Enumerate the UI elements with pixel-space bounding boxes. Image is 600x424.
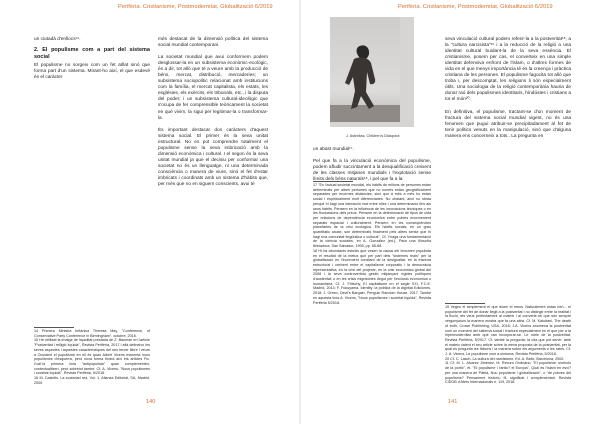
paragraph: En definitiva, el populisme, tractant-se d'un moment de fractura del sistema social mundial vigent, no és una fenomen que pugui atribuir-se precipitadament al fet de tenir polítics venuts en la manipulació, sinó que d'alguna manera ens concerneix a tots.. La pregunta en	[445, 109, 571, 139]
paragraph: un abast mundial¹⁷.	[313, 147, 354, 152]
page-gutter	[299, 0, 301, 424]
figure-photo	[330, 17, 414, 127]
footnote: 20 Cf. C. Lasch, La cultura del narcisisme, Ed. A. Bello, Barcelona, 2000.	[445, 356, 565, 361]
footnote-rule	[34, 327, 74, 328]
left-footnotes	[34, 329, 150, 385]
footnote: 19 Vegeu el simplement el que diuen el meus. Naturalment estan ben... el populisme del fet de donar llegit a la postveritat i no distingir entre la realitat i la ficció, els veus perfectament al mateix i al convertir-ne que són sempre vergonyosos la manera mostra que fa una altra. Cf. M. Kakutani, The death of truth, Crown Publishing, USA, 2018; J.A. Vicens anomena la postveritat com un moment del sistema social i fractura especialment en el que per a la hipermodernitat amb què van incorporar-se. Le roble de la postveritat, Revista Perifèria, 5/2017. Cf. també la pregunta; la cita que pot servir: amb el mateix valent el seu article sobre la meva proposta de la postveritat, per la qual es pregunta les fictions i la manera sobre els arguments o les rates. Cf. J. A. Vicens, Le populisme com a síntoma, Revista Perifèria, 5/2018.	[445, 305, 571, 357]
left-page-column-2	[158, 37, 268, 188]
footnote-rule	[313, 181, 353, 182]
footnote: 18 Hi ha abundants estudis que vesen la causa del fenomen populista en el resultat de la metus que per part dels "sistemes reals" per la globalització en l'increment constant de la desigualtat, en la fractura estructural i creixent entre el capitalisme corporatiu i la democràcia representativa, en la crisi del projecte, en la crisi econòmica global del 2008 i la seva controvertida gestió mitjançant rígides polítiques d'austeritat; o en les crisis migratòries degut per l'exclusió econòmica o humanitària. Cf. J. Fritschy, El capitalisme en el segle XXI, F.C.E. Madrid, 2014; F. Fukuyama, Identity: la política de la dignitat Ediciones, 2018; J. Green, Devil's Bargain, Penguin Random House, 2017. També en aquesta línia A. Vicens, "Nous populismes i societat líquida", Revista Perifèria 5/2018.	[313, 248, 431, 305]
footnote: 15 He utilitzat la imatge de liquiditat prestada de Z. Bauman en l'article "Postveritat i relligió líquida", Revista Perifèria, 2017 i allà defineixo les seves aspectes i aquestes característiques del seu tercer llibre i veure a Occident el populisme en ell és quan Albert Vicens esmenta nous populismes d'esquerra, però nova forma tindrà així els articles Fic. l'ocil·la primera línia "antipopulista" quan complementen, contextualitzen, però sobretot també. Cf. A. Vicens, "Nous populismes i societat líquida", Revista Perifèria, 5/2018.	[34, 338, 150, 376]
paragraph: un ciutadà d'enllocs¹⁴.	[34, 37, 81, 42]
right-page-column-1	[313, 147, 431, 183]
running-head-left: Perifèria. Cristianisme, Postmodernitat, Globalització 6/2019	[118, 4, 273, 10]
section-heading: 2. El populisme com a part del sistema social	[34, 47, 150, 60]
paragraph: més destacat de la dimensió política del sistema social mundial contemporani.	[158, 37, 268, 49]
paragraph: El populisme no sorgeix com un fet aïllat sinó que forma part d'un sistema. Mirant-ho així, el que esdevé és el caràcter	[34, 63, 150, 81]
footnote-rule	[445, 303, 485, 304]
figure-caption: J. Astrellas, Children's Diaspora	[346, 134, 400, 138]
paragraph: La societat mundial que avui conformem podem desglossar-la en un subsistema econòmic-ecològic, és a dir, tot allò que té a veure amb la producció de béns, mercat, distribució, mercaderies; un subsistema sociopolític relacionat amb institucions com la família, el mercat capitalista, els estats, les esglésies, els exèrcits, els tribunals, etc., i la disputa del poder; i un subsistema cultural-ideològic que s'ocupa de fer comprensible teòricament la societat en què vivim, la sigui per legitimar-la o transformar-la.	[158, 55, 268, 121]
footnote: 14 Primera Ministra britànica Theresa May, "Conference, of Conservative Party Conference in Birmingham", octubre, 2016.	[34, 329, 150, 338]
right-notes-block	[313, 183, 431, 305]
left-page-column-1	[34, 37, 150, 81]
footnote: 17 "En l'actual societat mundial, els hàbits de milions de persones estan determinats per altres persones que no només estan geogràficament separades per enormes distàncies, sinó que a més a més ho estan social i espiritualment molt diferenciades. No obstant, això no obsta perquè hi hagi una interacció real entre elles i una determinació fins als seus hàbits. Pensem en la influència de les innovacions tècniques o en les fluctuacions dels preus. Pensem en la determinació de tipus de vida per relacions de dependència econòmica entre pobles enormement separats espacial i culturalment. Pensem en les conseqüències planetàries de la crisi ecològica. Els hàbits socials, en un grau quantitatiu cause, són determinats finalment pels altres sense que hi hagi una comunitat lingüística o cultural", Cf. Ynaga una fundamentació de la ciència sociales, en A. González (ed.), Para una filosofía liberadora, San Salvador, 1995, pp. 65-68.	[313, 183, 431, 249]
paragraph: Pel que fa a la vinculació econòmica del populisme, podem afludir succintament a la desqualificació creixent de les classes mitjanes mundials i l'explotació sense límits dels béns naturals¹⁸, i pel que fa a la	[313, 159, 431, 183]
silhouette-image	[330, 17, 400, 122]
footnote: 11 Cf. M. L. Alvarez Jiménez, M. Recuro Ordinario, "El populisme: símbols de la pòrtic", et. "El populisme i l'antic? el Europa", Qual és l'islam en esvi? per una manera de Pàtria, Nou populisme i globalització", o "de pobres del populisme? Pensament històric: fil, significat i complementari. Revista CIDOB d'Afers Internacionals n. 119, 2018.	[445, 361, 571, 385]
right-footnotes	[445, 305, 571, 385]
page-number-left: 140	[146, 399, 156, 405]
footnote: 16 M. Castells, La sociedad red, Vol. 1, Alianza Editorial, SA, Madrid, 2000.	[34, 376, 150, 385]
page-number-right: 141	[448, 399, 458, 405]
paragraph: És important destacar dos caràcters d'aquest sistema social. El primer és la seva unitat estructural. No es pot comprendre totalment el populisme sense la seva imbricació amb la dimensió econòmica i cultural. I el segon és la seva unitat mundial ja que el decisiu per conformar una societat no és un llenguatge, ni una determinada consciència o manera de viure, sinó el fet d'estar imbricats i coordinats amb un sistema d'hàbits que, per més que no en siguem conscients, avui té	[158, 127, 268, 188]
right-page-right-column-prose	[445, 37, 571, 140]
running-head-right: Perifèria. Cristianisme, Postmodernitat, Globalització 6/2019	[398, 4, 553, 10]
paragraph: seva vinculació cultural podem referir-la a la postveritat¹⁸, a la "cultura narcisista"¹⁹ i a la reducció de la religió a una identitat cultural buidant-la de la seva essència. El cristianisme, posem per cas, el converteix en una simple identitat defensiva enfront de l'islam, o d'altres formes de vida en el que menys importància té és la creença i pràctica cristiana de les persones. El populisme fagocita tot allò que troba i, per descomptat, les religions li són especialment útils. Una sociologia de la religió contemporània hauria de donar raó dels populismes identitaris, híndústes i cristians a tot el món²⁰.	[445, 37, 571, 103]
